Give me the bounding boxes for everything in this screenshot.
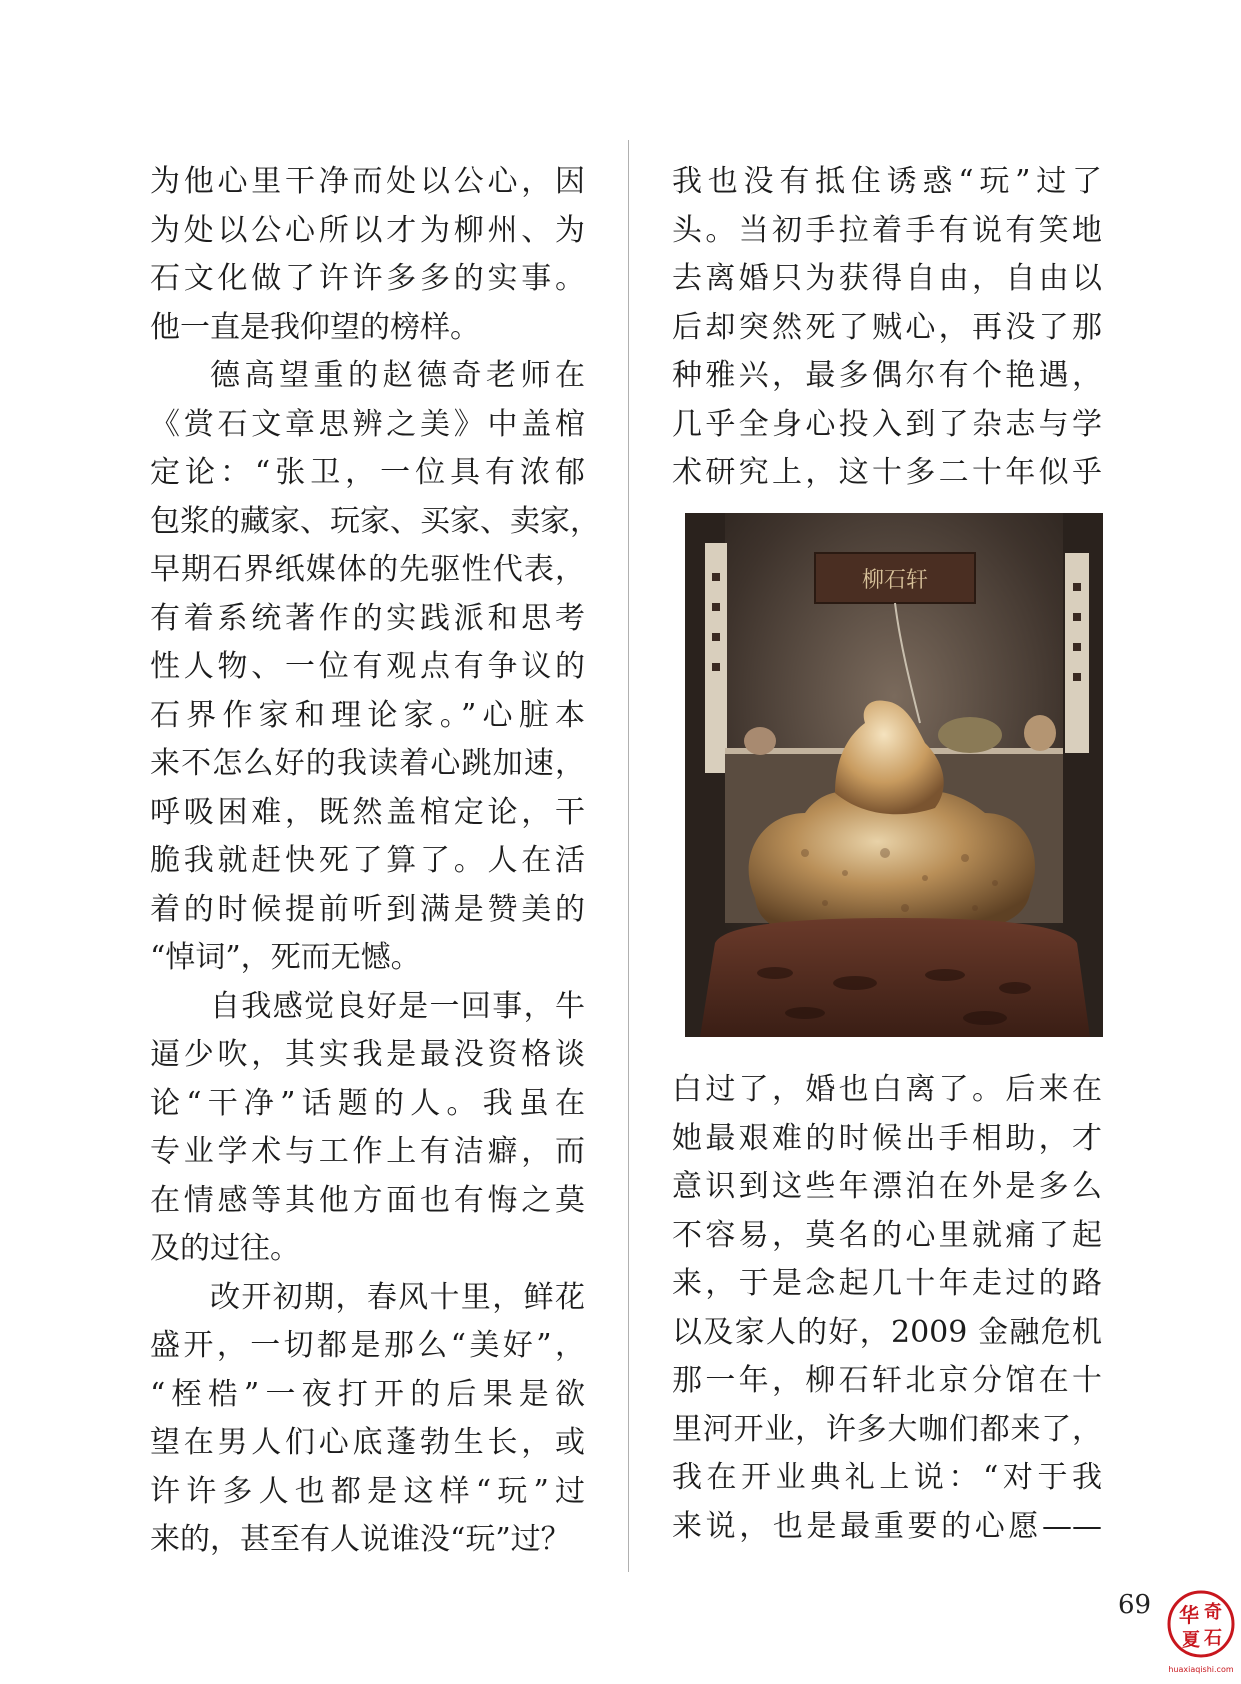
text-line: 望在男人们心底蓬勃生长，或 (150, 1425, 585, 1460)
text-line: 我在开业典礼上说：“对于我 (672, 1460, 1102, 1495)
text-line: 包浆的藏家、玩家、买家、卖家， (150, 503, 600, 539)
text-line: 来的，甚至有人说谁没“玩”过？ (150, 1522, 571, 1557)
page-number: 69 (1118, 1590, 1152, 1620)
text-line: 种雅兴，最多偶尔有个艳遇， (672, 358, 1102, 393)
text-line: 许许多人也都是这样“玩”过 (150, 1473, 585, 1509)
text-line: 石文化做了许许多多的实事。 (150, 261, 585, 296)
paragraph (150, 158, 585, 352)
text-line: 后却突然死了贼心，再没了那 (672, 309, 1102, 345)
text-line: 意识到这些年漂泊在外是多么 (672, 1169, 1102, 1204)
text-line: 术研究上，这十多二十年似乎 (672, 455, 1102, 490)
text-line: 改开初期，春风十里，鲜花 (210, 1279, 585, 1315)
paragraph (150, 983, 585, 1274)
plaque-text: 柳石轩 (861, 568, 929, 593)
text-line: 为处以公心所以才为柳州、为 (150, 212, 585, 248)
text-line: 《赏石文章思辨之美》中盖棺 (150, 406, 585, 442)
text-line: 德高望重的赵德奇老师在 (210, 358, 585, 393)
text-line: 专业学术与工作上有洁癖，而 (150, 1134, 585, 1169)
text-line: 盛开，一切都是那么“美好”， (150, 1328, 585, 1363)
text-line: 有着系统著作的实践派和思考 (150, 600, 585, 636)
text-line: 自我感觉良好是一回事，牛 (210, 988, 585, 1024)
text-line: 去离婚只为获得自由，自由以 (672, 261, 1102, 296)
text-line: 脆我就赶快死了算了。人在活 (150, 843, 585, 878)
paragraph (150, 352, 600, 983)
text-line: 他一直是我仰望的榜样。 (150, 309, 480, 345)
left-column (150, 158, 600, 1565)
text-line: 我也没有抵住诱惑“玩”过了 (672, 164, 1102, 199)
watermark-logo (1165, 1588, 1237, 1678)
text-line: 早期石界纸媒体的先驱性代表， (150, 552, 585, 587)
text-line: 来说，也是最重要的心愿—— (672, 1508, 1102, 1544)
text-line: 及的过往。 (150, 1231, 300, 1266)
text-line: 性人物、一位有观点有争议的 (150, 649, 585, 684)
watermark-char-2: 奇 (1204, 1602, 1222, 1623)
text-line: “悼词”，死而无憾。 (150, 940, 421, 975)
text-line: 那一年，柳石轩北京分馆在十 (672, 1363, 1102, 1398)
text-line: 来，于是念起几十年走过的路 (672, 1266, 1102, 1301)
text-line: “桎梏”一夜打开的后果是欲 (150, 1376, 585, 1412)
text-line: 石界作家和理论家。”心脏本 (150, 697, 585, 733)
text-line: 逼少吹，其实我是最没资格谈 (150, 1037, 585, 1072)
watermark-char-1: 华 (1179, 1603, 1199, 1627)
text-line: 为他心里干净而处以公心，因 (150, 164, 585, 199)
text-line: 几乎全身心投入到了杂志与学 (672, 406, 1102, 442)
watermark-char-3: 夏 (1182, 1630, 1200, 1651)
text-line: 来不怎么好的我读着心跳加速， (150, 746, 585, 781)
column-divider (628, 140, 629, 1572)
text-line: 白过了，婚也白离了。后来在 (672, 1072, 1102, 1107)
watermark-url: huaxiaqishi.com (1168, 1665, 1234, 1674)
text-line: 头。当初手拉着手有说有笑地 (672, 212, 1102, 248)
text-line: 里河开业，许多大咖们都来了， (672, 1411, 1102, 1447)
right-column-bottom (672, 1066, 1102, 1551)
watermark-char-4: 石 (1204, 1628, 1222, 1649)
text-line: 不容易，莫名的心里就痛了起 (672, 1217, 1102, 1253)
stone-photo (685, 513, 1103, 1037)
text-line: 以及家人的好，2009 金融危机 (672, 1314, 1102, 1350)
right-column-top (672, 158, 1102, 498)
paragraph (150, 1274, 585, 1565)
text-line: 在情感等其他方面也有悔之莫 (150, 1182, 585, 1218)
text-line: 呼吸困难，既然盖棺定论，干 (150, 794, 585, 830)
text-line: 论“干净”话题的人。我虽在 (150, 1085, 585, 1121)
text-line: 着的时候提前听到满是赞美的 (150, 891, 585, 927)
text-line: 定论：“张卫，一位具有浓郁 (150, 455, 585, 490)
text-line: 她最艰难的时候出手相助，才 (672, 1120, 1102, 1156)
